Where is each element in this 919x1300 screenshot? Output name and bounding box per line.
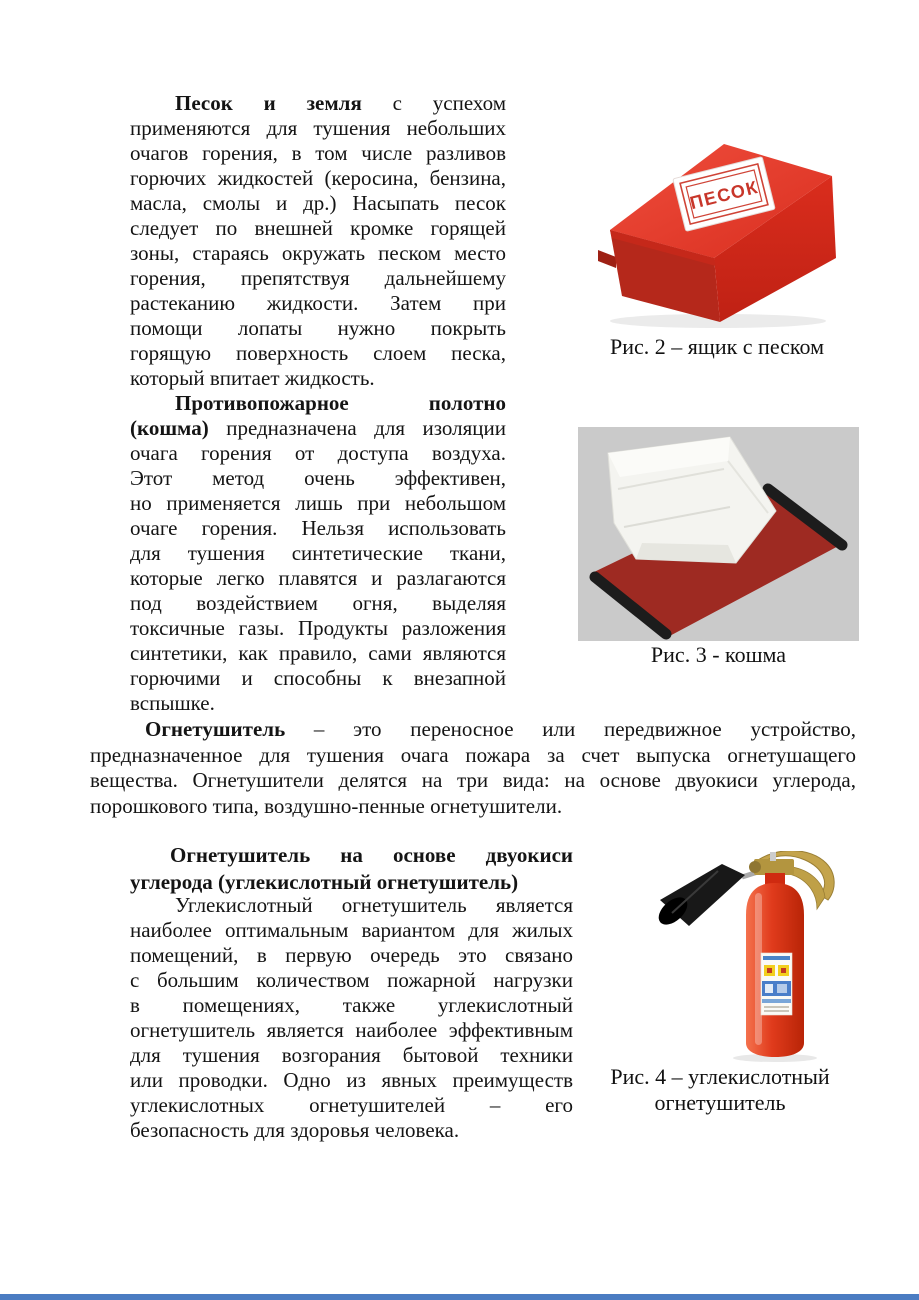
text-segment: предназначенное для тушения очага пожара за счет выпуска огнетушащего [90,742,856,767]
text-segment: помощи лопаты нужно покрыть [130,316,506,340]
sand-label-text: ПЕСОК [687,176,761,214]
text-segment: для тушения возгорания бытовой техники [130,1043,573,1067]
text-line [90,794,856,820]
text-segment: помещений, в первую очередь это связано [130,943,573,967]
text-line [130,1093,573,1118]
text-line [130,266,506,291]
paragraph-sand [130,91,506,391]
text-line [130,616,506,641]
sand-box-illustration [598,144,836,322]
text-segment: огнетушитель является наиболее эффективным [130,1018,573,1042]
text-line [130,541,506,566]
bold-text-segment: Песок и земля [175,91,362,115]
text-line [130,869,573,896]
text-segment: безопасность для здоровья человека. [130,1118,460,1142]
text-segment: углекислотных огнетушителей – его [130,1093,573,1117]
paragraph-co2-body [130,893,573,1143]
text-segment: следует по внешней кромке горящей [130,216,506,240]
text-segment: Углекислотный огнетушитель является [175,893,573,917]
text-line [130,491,506,516]
text-line [130,918,573,943]
bold-text-segment: Противопожарное полотно [175,391,506,415]
text-segment: которые легко плавятся и разлагаются [130,566,506,590]
text-line [130,1018,573,1043]
text-segment: – это переносное или передвижное устройство, [285,717,856,741]
text-segment: вспышке. [130,691,215,715]
text-segment: горящую поверхность слоем песка, [130,341,506,365]
text-line [90,768,856,794]
paragraph-koshma [130,391,506,716]
figure4-caption [580,1064,860,1116]
text-line [130,416,506,441]
text-segment: под воздействием огня, выделяя [130,591,506,615]
text-segment: токсичные газы. Продукты разложения [130,616,506,640]
text-line [130,641,506,666]
text-segment: или проводки. Одно из явных преимуществ [130,1068,573,1092]
text-segment: горения, препятствуя дальнейшему [130,266,506,290]
text-line [130,993,573,1018]
text-line [130,141,506,166]
text-segment: для тушения синтетические ткани, [130,541,506,565]
text-line [130,91,506,116]
text-line [130,441,506,466]
text-segment: горючими и способны к внезапной [130,666,506,690]
text-line [130,1118,573,1143]
figure3-caption: Рис. 3 - кошма [650,642,787,667]
text-line [130,166,506,191]
figure4-caption-line2: огнетушитель [654,1090,786,1115]
bold-text-segment: Огнетушитель на основе двуокиси [170,843,573,867]
text-line [130,1043,573,1068]
text-segment: очагов горения, в том числе разливов [130,141,506,165]
figure4-caption-line1: Рис. 4 – углекислотный [610,1064,830,1089]
text-line [130,391,506,416]
text-segment: синтетики, как правило, сами являются [130,641,506,665]
extinguisher-photo [658,851,888,1062]
paragraph-extinguisher-intro [90,717,856,819]
text-line [90,743,856,769]
text-line [130,341,506,366]
bold-text-segment: (кошма) [130,416,209,440]
text-line [130,1068,573,1093]
text-line [90,717,856,743]
text-line [130,291,506,316]
text-segment: растеканию жидкости. Затем при [130,291,506,315]
text-line [130,968,573,993]
text-segment: горючих жидкостей (керосина, бензина, [130,166,506,190]
cylinder-label [761,953,792,1015]
text-line [130,842,573,869]
text-line [130,316,506,341]
text-segment: который впитает жидкость. [130,366,375,390]
text-line [130,516,506,541]
text-line [130,241,506,266]
text-segment: предназначена для изоляции [208,416,506,440]
text-line [130,591,506,616]
text-segment: применяются для тушения небольших [130,116,506,140]
bold-text-segment: углерода (углекислотный огнетушитель) [130,869,519,894]
text-segment: наиболее оптимальным вариантом для жилых [130,918,573,942]
text-segment: в помещениях, также углекислотный [130,993,573,1017]
box-handle [598,250,616,268]
sand-box-photo [596,126,878,330]
bold-text-segment: Огнетушитель [145,717,286,741]
extinguisher-illustration [658,851,834,1057]
horn-cone [658,864,745,930]
text-line [130,366,506,391]
text-line [130,191,506,216]
text-line [130,566,506,591]
text-line [130,116,506,141]
text-segment: Этот метод очень эффективен, [130,466,506,490]
text-line [130,943,573,968]
koshma-photo [578,427,859,641]
text-segment: очаге горения. Нельзя использовать [130,516,506,540]
text-segment: вещества. Огнетушители делятся на три вида: на основе двуокиси углерода, [90,768,856,792]
text-line [130,666,506,691]
text-segment: очага горения от доступа воздуха. [130,441,506,465]
figure2-caption: Рис. 2 – ящик с песком [610,334,824,359]
text-line [130,466,506,491]
text-segment: масла, смолы и др.) Насыпать песок [130,191,506,215]
text-segment: порошкового типа, воздушно-пенные огнетушители. [90,793,563,818]
text-segment: но применяется лишь при небольшом [130,491,506,515]
page-bottom-rule [0,1294,919,1300]
text-line [130,893,573,918]
text-segment: с большим количеством пожарной нагрузки [130,968,573,992]
text-segment: с успехом [361,91,506,115]
text-segment: зоны, стараясь окружать песком место [130,241,506,265]
text-line [130,691,506,716]
text-line [130,216,506,241]
heading-co2-extinguisher [130,842,573,895]
